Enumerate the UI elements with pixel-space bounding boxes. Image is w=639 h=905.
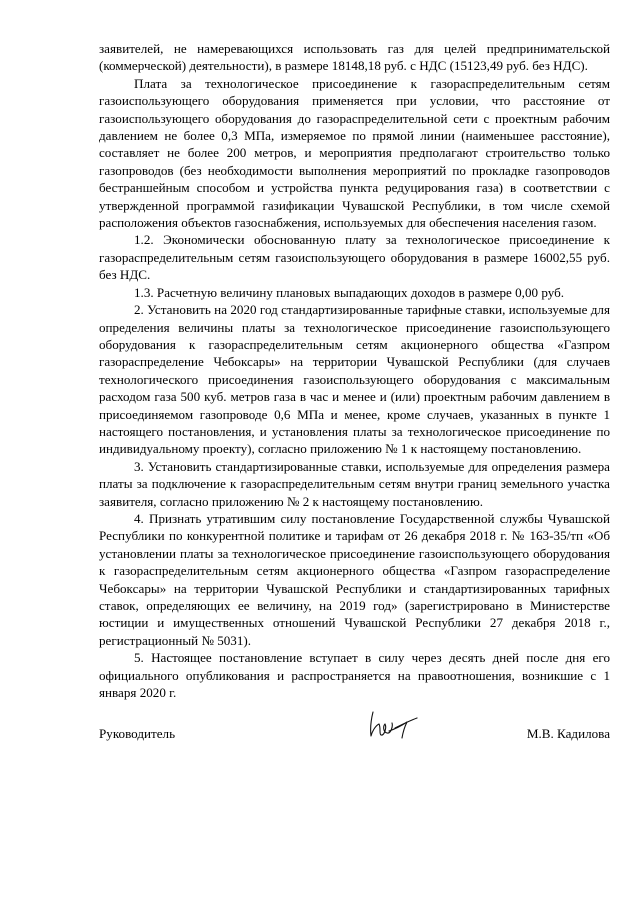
paragraph-4: 4. Признать утратившим силу постановление Государственной службы Чувашской Республики по конкурентной политике и тарифам от 26 декабря 2018 г. № 163-35/тп «Об установлении платы за технологическое присоединение газоиспользующего оборудования к газораспределительным сетям акционерного общества «Газпром газораспределение Чебоксары» на территории Чувашской Республики и стандартизированных тарифных ставок, определяющих ее величину, на 2019 год» (зарегистрировано в Министерстве юстиции и имущественных отношений Чувашской Республики 27 декабря 2018 г., регистрационный № 5031).: [99, 510, 610, 648]
signer-name: М.В. Кадилова: [526, 726, 610, 741]
paragraph-connection-fee-conditions: Плата за технологическое присоединение к газораспределительным сетям газоиспользующего оборудования применяется при условии, что расстояние от газоиспользующего оборудования до газораспределительной сети с проектным рабочим давлением не более 0,3 МПа, измеряемое по прямой линии (наименьшее расстояние), составляет не более 200 метров, и мероприятия предполагают строительство только газопроводов (без необходимости выполнения мероприятий по прокладке газопроводов бестраншейным способом и устройства пункта редуцирования газа) в соответствии с утвержденной программой газификации Чувашской Республики, в том числе схемой расположения объектов газоснабжения, используемых для обеспечения населения газом.: [99, 75, 610, 231]
document-body: [99, 40, 610, 701]
paragraph-3: 3. Установить стандартизированные ставки, используемые для определения размера платы за подключение к газораспределительным сетям внутри границ земельного участка заявителя, согласно приложению № 2 к настоящему постановлению.: [99, 458, 610, 509]
signer-title: Руководитель: [99, 726, 176, 741]
signature-block: [99, 726, 610, 756]
paragraph-2: 2. Установить на 2020 год стандартизированные тарифные ставки, используемые для определения величины платы за технологическое присоединение газоиспользующего оборудования к газораспределительным сетям акционерного общества «Газпром газораспределение Чебоксары» на территории Чувашской Республики (для случаев технологического присоединения газоиспользующего оборудования с максимальным расходом газа 500 куб. метров газа в час и менее и (или) проектным рабочим давлением в присоединяемом газопроводе 0,6 МПа и менее, кроме случаев, указанных в пункте 1 настоящего постановления, и установления платы за технологическое присоединение по индивидуальному проекту), согласно приложению № 1 к настоящему постановлению.: [99, 302, 610, 457]
paragraph-continuation: заявителей, не намеревающихся использовать газ для целей предпринимательской (коммерческой) деятельности), в размере 18148,18 руб. с НДС (15123,49 руб. без НДС).: [99, 41, 610, 74]
handwritten-signature: [365, 704, 423, 744]
paragraph-1-2: 1.2. Экономически обоснованную плату за технологическое присоединение к газораспределительным сетям газоиспользующего оборудования в размере 16002,55 руб. без НДС.: [99, 232, 610, 283]
paragraph-1-3: 1.3. Расчетную величину плановых выпадающих доходов в размере 0,00 руб.: [134, 284, 565, 300]
paragraph-5: 5. Настоящее постановление вступает в силу через десять дней после дня его официального опубликования и распространяется на правоотношения, возникшие с 1 января 2020 г.: [99, 650, 610, 701]
